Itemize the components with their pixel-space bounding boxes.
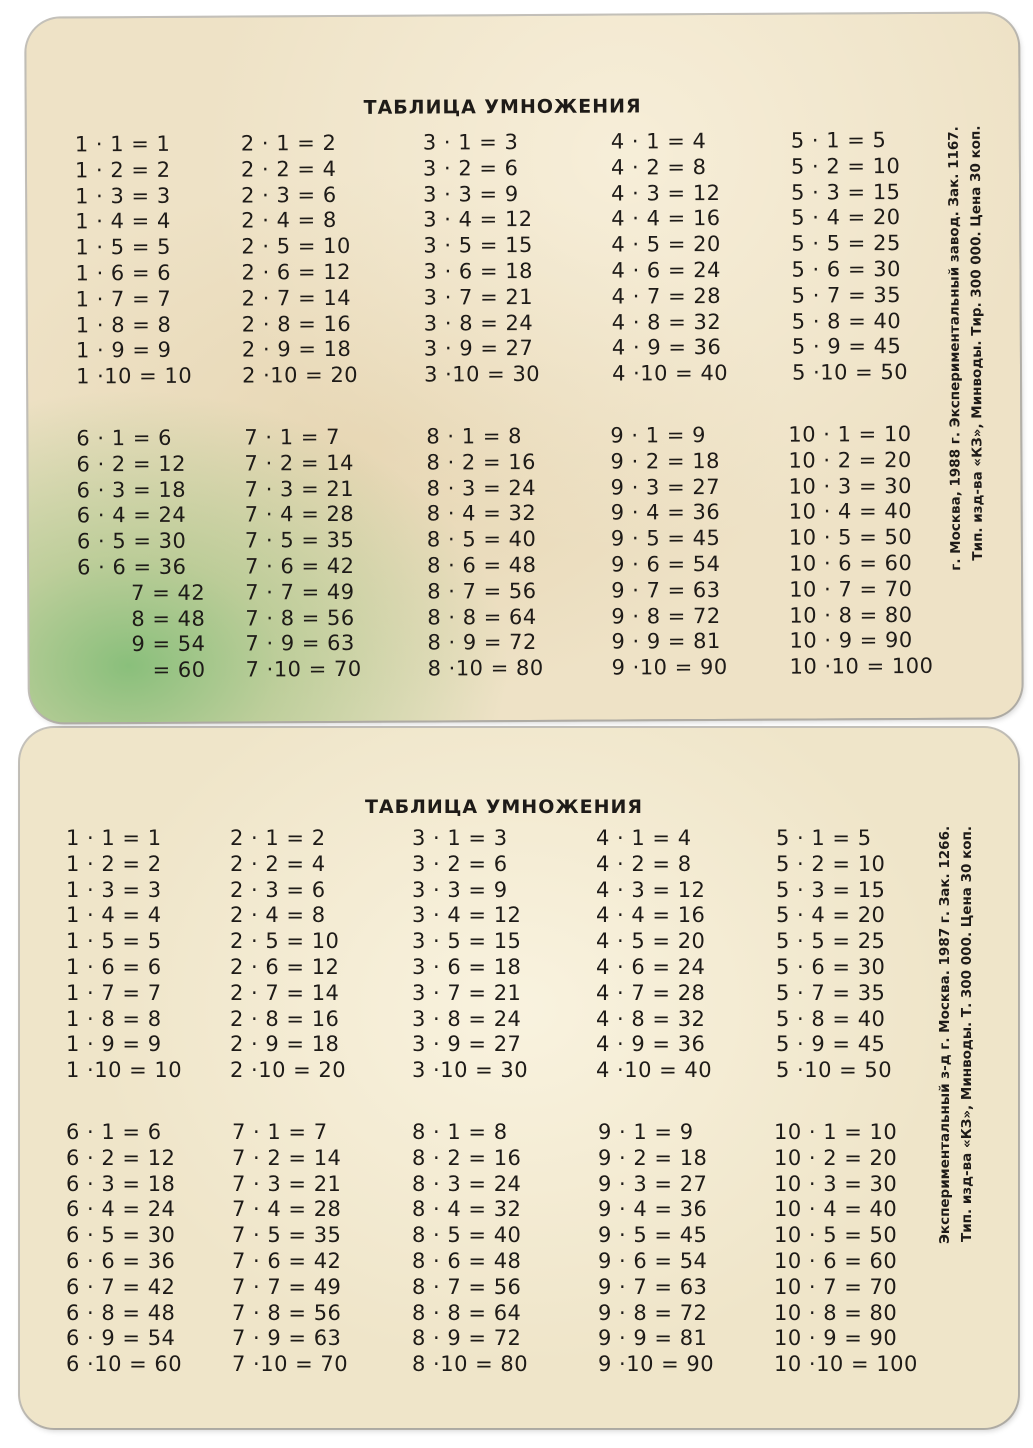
- table-row: 4 · 6 = 24: [596, 954, 706, 979]
- table-row: 8 · 2 = 16: [426, 449, 536, 475]
- table-row: 3 · 8 = 24: [423, 310, 534, 336]
- table-row: 5 · 7 = 35: [791, 282, 902, 308]
- table-row: 5 · 6 = 30: [791, 257, 901, 282]
- table-row: 3 · 3 = 9: [412, 877, 508, 902]
- table-row: 1 · 3 = 3: [75, 183, 171, 208]
- table-row: 6 · 8 = 48: [66, 1300, 176, 1325]
- table-row: 7 · 9 = 63: [245, 631, 355, 656]
- table-row: 4 ·10 = 40: [596, 1058, 713, 1083]
- imprint-line-1: г. Москва, 1988 г. Экспериментальный завод. Зак. 1167.: [945, 125, 965, 571]
- table-row: 3 ·10 = 30: [423, 362, 541, 387]
- table-row: 3 · 9 = 27: [423, 336, 534, 361]
- table-row: 10 · 7 = 70: [789, 576, 913, 602]
- table-row: 1 · 4 = 4: [66, 903, 162, 928]
- column-8: [412, 1120, 598, 1378]
- table-row: 9 · 7 = 63: [611, 577, 721, 603]
- table-row: 4 · 1 = 4: [596, 826, 692, 850]
- table-row: 9 ·10 = 90: [598, 1352, 715, 1377]
- table-row: 7 · 4 = 28: [232, 1197, 342, 1222]
- table-row: 9 · 5 = 45: [610, 526, 721, 551]
- table-row: 4 · 5 = 20: [611, 232, 721, 257]
- table-row: 4 · 1 = 4: [610, 129, 707, 154]
- table-row: 4 · 4 = 16: [596, 903, 706, 928]
- card-title: ТАБЛИЦА УМНОЖЕНИЯ: [364, 796, 644, 818]
- table-row: 5 · 8 = 40: [776, 1006, 886, 1031]
- table-row: 9 · 1 = 9: [610, 423, 706, 448]
- table-row: 8 · 7 = 56: [412, 1274, 522, 1299]
- table-row: 1 · 2 = 2: [74, 157, 171, 183]
- table-row: 6 · 7 = 42: [66, 1274, 176, 1299]
- table-row: 5 · 5 = 25: [791, 231, 901, 256]
- publisher-imprint: [934, 826, 978, 1412]
- table-row: 1 ·10 = 10: [66, 1058, 183, 1083]
- table-row: 5 · 4 = 20: [776, 903, 886, 928]
- table-row: 7 · 4 = 28: [244, 502, 355, 527]
- table-row: 8 · 8 = 64: [412, 1300, 522, 1325]
- table-row: 10 · 7 = 70: [774, 1274, 898, 1299]
- column-4: [611, 129, 792, 388]
- column-2: [241, 131, 424, 390]
- table-row: 2 · 5 = 10: [230, 929, 340, 954]
- table-row: 2 · 3 = 6: [241, 182, 337, 208]
- table-row: 8 · 8 = 64: [427, 604, 537, 630]
- table-row: 2 ·10 = 20: [230, 1058, 347, 1083]
- column-6: [76, 425, 245, 684]
- table-row: 7 · 5 = 35: [232, 1223, 342, 1248]
- table-row: 10 · 9 = 90: [789, 628, 913, 653]
- table-row: 10 ·10 = 100: [774, 1352, 918, 1377]
- table-row: 3 · 3 = 9: [423, 181, 519, 207]
- table-row: 8 ·10 = 80: [412, 1352, 529, 1377]
- table-row: 8 = 48: [131, 606, 206, 631]
- table-row: 3 · 5 = 15: [412, 929, 522, 954]
- table-row: 7 · 6 = 42: [244, 553, 355, 579]
- table-row: 1 · 8 = 8: [66, 1006, 162, 1031]
- table-row: 5 · 6 = 30: [776, 954, 886, 979]
- column-3: [412, 826, 596, 1084]
- table-row: 8 · 4 = 32: [412, 1197, 522, 1222]
- multiplication-card-1987: [20, 728, 1018, 1428]
- column-10: [774, 1120, 944, 1378]
- table-row: 9 · 1 = 9: [598, 1120, 694, 1144]
- table-row: 9 ·10 = 90: [611, 655, 728, 680]
- table-row: 5 · 4 = 20: [791, 205, 901, 230]
- table-row: 5 · 1 = 5: [776, 826, 872, 850]
- table-row: 1 · 3 = 3: [66, 877, 162, 902]
- table-row: 6 · 6 = 36: [76, 554, 187, 580]
- table-row: 8 · 1 = 8: [412, 1120, 508, 1144]
- table-row: 3 · 1 = 3: [412, 826, 508, 850]
- table-row: 7 · 1 = 7: [244, 424, 340, 450]
- table-row: 2 · 7 = 14: [241, 285, 352, 311]
- column-8: [426, 424, 611, 683]
- column-1: [75, 131, 242, 390]
- column-2: [230, 826, 412, 1084]
- table-row: 5 · 2 = 10: [790, 153, 901, 179]
- table-row: 3 · 6 = 18: [412, 954, 522, 979]
- table-row: 8 · 9 = 72: [412, 1326, 522, 1351]
- multiplication-card-1988: [26, 13, 1022, 722]
- table-row: 8 · 6 = 48: [412, 1248, 522, 1273]
- table-row: 9 · 4 = 36: [598, 1197, 708, 1222]
- table-row: 8 · 9 = 72: [427, 630, 537, 655]
- table-row: 9 · 3 = 27: [598, 1171, 708, 1196]
- table-row: 2 · 7 = 14: [230, 980, 340, 1005]
- table-row: 2 · 8 = 16: [230, 1006, 340, 1031]
- table-row: 4 · 2 = 8: [596, 851, 692, 876]
- table-row: 5 · 5 = 25: [776, 929, 886, 954]
- table-row: 3 · 8 = 24: [412, 1006, 522, 1031]
- table-row: 2 ·10 = 20: [241, 363, 359, 388]
- table-row: 1 ·10 = 10: [75, 363, 193, 389]
- table-row: 6 · 6 = 36: [66, 1248, 176, 1273]
- table-row: 4 · 9 = 36: [596, 1032, 706, 1057]
- table-row: 2 · 6 = 12: [241, 259, 351, 285]
- table-row: 5 · 7 = 35: [776, 980, 886, 1005]
- table-row: 6 · 3 = 18: [76, 477, 187, 502]
- table-row: 6 · 2 = 12: [66, 1145, 176, 1170]
- table-row: 5 · 2 = 10: [776, 851, 886, 876]
- table-row: 10 · 6 = 60: [788, 550, 913, 576]
- table-row: 2 · 6 = 12: [230, 954, 340, 979]
- table-row: 2 · 9 = 18: [241, 337, 352, 362]
- table-row: 8 · 7 = 56: [427, 578, 537, 604]
- table-row: 9 · 2 = 18: [598, 1145, 708, 1170]
- table-row: 9 · 6 = 54: [610, 551, 721, 577]
- table-row: 9 · 8 = 72: [598, 1300, 708, 1325]
- table-row: 8 · 2 = 16: [412, 1145, 522, 1170]
- table-row: 2 · 3 = 6: [230, 877, 326, 902]
- table-row: 3 · 9 = 27: [412, 1032, 522, 1057]
- table-row: 3 · 7 = 21: [412, 980, 522, 1005]
- table-row: 4 · 9 = 36: [611, 335, 722, 360]
- table-row: 4 · 7 = 28: [596, 980, 706, 1005]
- table-row: 10 · 2 = 20: [774, 1145, 898, 1170]
- table-row: 3 · 6 = 18: [423, 258, 533, 284]
- table-row: 7 · 9 = 63: [232, 1326, 342, 1351]
- table-row: 6 · 2 = 12: [76, 451, 186, 477]
- table-row: 10 · 1 = 10: [788, 421, 912, 447]
- table-row: 6 · 4 = 24: [66, 1197, 176, 1222]
- column-6: [66, 1120, 232, 1378]
- table-row: 10 · 9 = 90: [774, 1326, 898, 1351]
- table-row: 10 · 3 = 30: [788, 473, 912, 499]
- table-row: 7 · 5 = 35: [244, 528, 355, 553]
- table-row: 7 ·10 = 70: [232, 1352, 349, 1377]
- table-row: 6 ·10 = 60: [66, 1352, 183, 1377]
- table-row: 4 · 3 = 12: [596, 877, 706, 902]
- table-row: 5 · 8 = 40: [791, 308, 902, 334]
- table-row: 1 · 7 = 7: [66, 980, 162, 1005]
- table-row: 2 · 4 = 8: [241, 208, 337, 233]
- table-row: 4 · 2 = 8: [610, 154, 707, 180]
- column-7: [232, 1120, 412, 1378]
- publisher-imprint: [943, 126, 990, 706]
- imprint-line-1: Экспериментальный з-д г. Москва. 1987 г. Зак. 1266.: [937, 826, 953, 1245]
- table-row: 1 · 9 = 9: [66, 1032, 162, 1057]
- table-row: 8 · 5 = 40: [426, 527, 537, 552]
- table-row: 6 · 5 = 30: [66, 1223, 176, 1248]
- table-row: 10 · 6 = 60: [774, 1248, 898, 1273]
- imprint-line-2: Тип. изд-ва «КЗ», Минводы. Тир. 300 000. Цена 30 коп.: [967, 125, 987, 561]
- table-row: 9 · 2 = 18: [610, 448, 720, 474]
- table-row: 1 · 7 = 7: [75, 286, 172, 312]
- table-row: 1 · 8 = 8: [75, 312, 172, 337]
- table-row: 8 · 3 = 24: [426, 475, 537, 501]
- column-9: [610, 423, 789, 682]
- table-row: 6 · 3 = 18: [66, 1171, 176, 1196]
- table-row: 4 · 6 = 24: [611, 257, 721, 283]
- table-row: 10 · 5 = 50: [774, 1223, 898, 1248]
- column-3: [423, 130, 612, 389]
- table-row: 1 · 6 = 6: [66, 954, 162, 979]
- column-7: [244, 425, 427, 684]
- table-row: 1 · 2 = 2: [66, 851, 162, 876]
- table-row: 8 · 5 = 40: [412, 1223, 522, 1248]
- card-title: ТАБЛИЦА УМНОЖЕНИЯ: [363, 95, 642, 119]
- table-row: 8 · 3 = 24: [412, 1171, 522, 1196]
- table-row: 8 · 4 = 32: [426, 501, 537, 526]
- table-row: 3 · 5 = 15: [423, 233, 533, 258]
- column-9: [598, 1120, 774, 1378]
- table-row: 8 · 6 = 48: [426, 552, 537, 578]
- table-row: 10 · 4 = 40: [774, 1197, 898, 1222]
- table-row: 2 · 5 = 10: [241, 234, 351, 259]
- table-row: 2 · 8 = 16: [241, 311, 352, 337]
- table-row: 7 · 2 = 14: [244, 450, 354, 476]
- table-row: 10 · 8 = 80: [789, 602, 913, 628]
- table-row: 5 ·10 = 50: [791, 360, 909, 385]
- table-row: 4 · 7 = 28: [611, 283, 722, 309]
- table-row: 5 · 9 = 45: [776, 1032, 886, 1057]
- table-row: 2 · 1 = 2: [230, 826, 326, 850]
- bottom-block: [66, 1120, 944, 1378]
- table-row: 1 · 5 = 5: [66, 929, 162, 954]
- table-row: 4 · 8 = 32: [596, 1006, 706, 1031]
- bottom-block: [76, 422, 959, 685]
- column-4: [596, 826, 776, 1084]
- table-row: 7 · 8 = 56: [245, 605, 355, 631]
- table-row: 3 · 7 = 21: [423, 284, 534, 310]
- table-row: 3 · 2 = 6: [422, 155, 519, 181]
- table-row: 2 · 4 = 8: [230, 903, 326, 928]
- column-1: [66, 826, 230, 1084]
- table-row: 3 · 1 = 3: [422, 130, 519, 155]
- table-row: 3 ·10 = 30: [412, 1058, 529, 1083]
- table-row: 9 · 5 = 45: [598, 1223, 708, 1248]
- top-block: [75, 128, 952, 391]
- table-row: 9 = 54: [131, 632, 206, 657]
- table-row: 7 · 7 = 49: [245, 579, 355, 605]
- table-row: 9 · 7 = 63: [598, 1274, 708, 1299]
- table-row: 5 · 3 = 15: [776, 877, 886, 902]
- table-row: 2 · 1 = 2: [240, 130, 337, 156]
- table-row: 9 · 8 = 72: [611, 603, 721, 629]
- table-row: 1 · 5 = 5: [75, 235, 171, 260]
- table-row: 1 · 1 = 1: [66, 826, 162, 850]
- table-row: 7 · 3 = 21: [244, 476, 355, 502]
- top-block: [66, 826, 936, 1084]
- imprint-line-2: Тип. изд-ва «КЗ», Минводы. Т. 300 000. Цена 30 коп.: [959, 826, 975, 1242]
- table-row: 1 · 6 = 6: [75, 260, 172, 286]
- table-row: 3 · 2 = 6: [412, 851, 508, 876]
- table-row: 7 · 7 = 49: [232, 1274, 342, 1299]
- table-row: 6 · 4 = 24: [76, 503, 187, 528]
- table-row: 10 · 5 = 50: [788, 525, 913, 550]
- table-row: 2 · 9 = 18: [230, 1032, 340, 1057]
- table-row: 6 · 1 = 6: [66, 1120, 162, 1144]
- table-row: 9 · 6 = 54: [598, 1248, 708, 1273]
- table-row: 8 · 1 = 8: [426, 424, 522, 449]
- table-row: 4 · 4 = 16: [611, 206, 721, 231]
- table-row: 4 ·10 = 40: [611, 361, 729, 386]
- table-row: 1 · 4 = 4: [75, 209, 171, 234]
- table-row: 10 · 4 = 40: [788, 499, 913, 525]
- table-row: 1 · 1 = 1: [74, 131, 171, 157]
- table-row: 4 · 8 = 32: [611, 309, 722, 335]
- table-row: 3 · 4 = 12: [423, 207, 533, 232]
- table-row: 1 · 9 = 9: [75, 338, 172, 363]
- table-row: 7 = 42: [131, 580, 206, 605]
- table-row: 5 ·10 = 50: [776, 1058, 893, 1083]
- table-row: 10 · 3 = 30: [774, 1171, 898, 1196]
- table-row: 5 · 1 = 5: [790, 128, 887, 153]
- column-5: [791, 128, 952, 387]
- table-row: = 60: [152, 657, 206, 683]
- table-row: 7 · 6 = 42: [232, 1248, 342, 1273]
- table-row: 2 · 2 = 4: [240, 156, 337, 182]
- table-row: 4 · 5 = 20: [596, 929, 706, 954]
- table-row: 9 · 3 = 27: [610, 474, 721, 500]
- table-row: 9 · 9 = 81: [598, 1326, 708, 1351]
- table-row: 2 · 2 = 4: [230, 851, 326, 876]
- table-row: 5 · 3 = 15: [791, 179, 901, 205]
- table-row: 7 · 1 = 7: [232, 1120, 328, 1144]
- table-row: 4 · 3 = 12: [611, 180, 721, 206]
- table-row: 8 ·10 = 80: [427, 656, 544, 681]
- table-row: 9 · 4 = 36: [610, 500, 721, 525]
- table-row: 7 ·10 = 70: [245, 657, 362, 682]
- table-row: 7 · 2 = 14: [232, 1145, 342, 1170]
- table-row: 5 · 9 = 45: [791, 334, 902, 359]
- table-row: 7 · 3 = 21: [232, 1171, 342, 1196]
- table-row: 10 · 8 = 80: [774, 1300, 898, 1325]
- table-row: 6 · 5 = 30: [76, 528, 187, 554]
- table-row: 10 ·10 = 100: [789, 654, 934, 679]
- column-5: [776, 826, 936, 1084]
- table-row: 3 · 4 = 12: [412, 903, 522, 928]
- table-row: 10 · 2 = 20: [788, 447, 912, 473]
- table-row: 7 · 8 = 56: [232, 1300, 342, 1325]
- table-row: 9 · 9 = 81: [611, 629, 721, 654]
- table-row: 10 · 1 = 10: [774, 1120, 898, 1144]
- table-row: 6 · 9 = 54: [66, 1326, 176, 1351]
- column-10: [788, 422, 959, 681]
- table-row: 6 · 1 = 6: [76, 425, 172, 451]
